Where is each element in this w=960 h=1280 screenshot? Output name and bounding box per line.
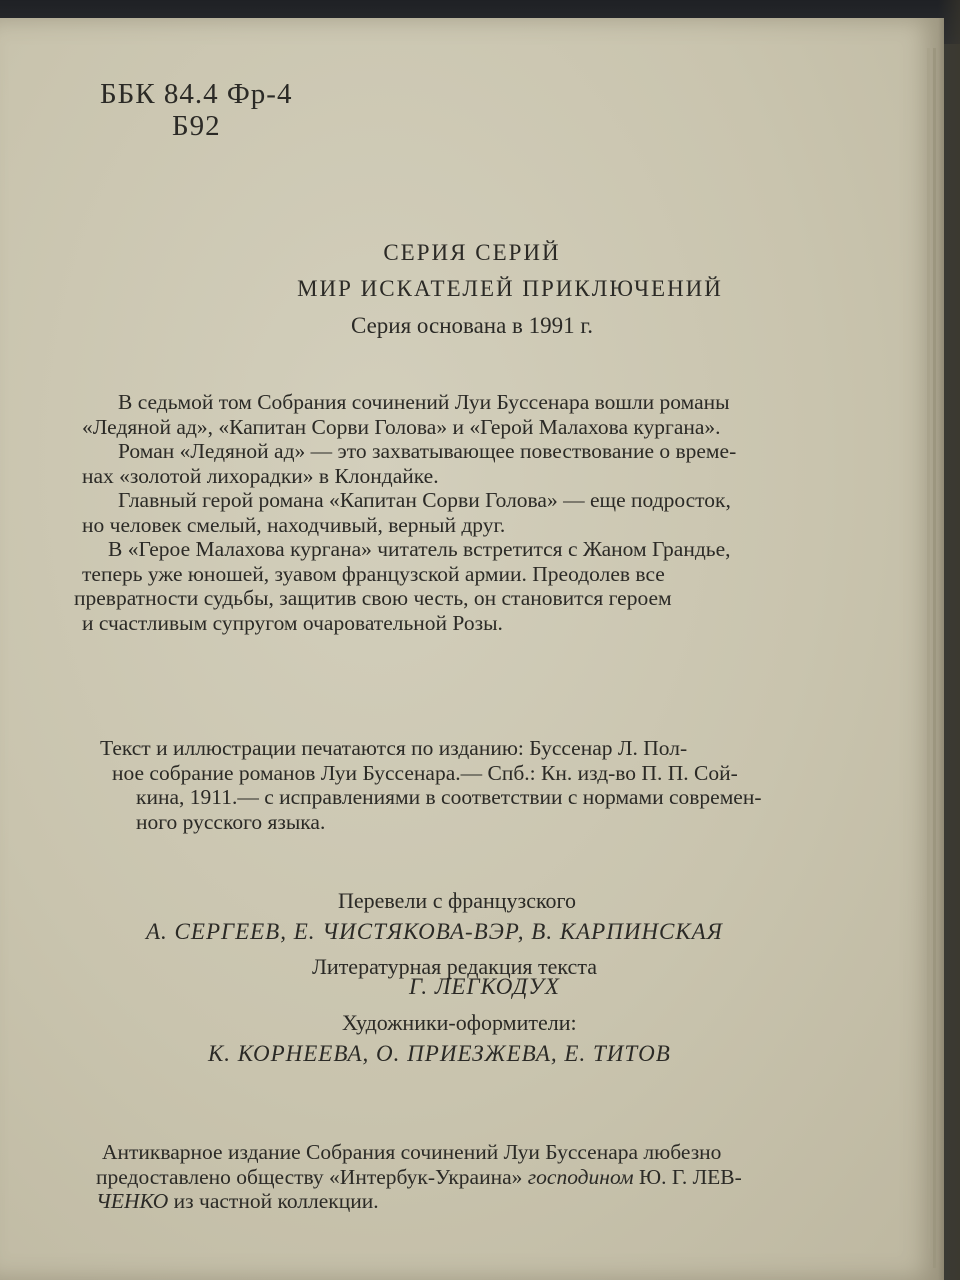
annotation-line: «Ледяной ад», «Капитан Сорви Голова» и «Герой Малахова кургана».: [82, 414, 721, 439]
artists: К. КОРНЕЕВА, О. ПРИЕЗЖЕВА, Е. ТИТОВ: [208, 1041, 671, 1066]
antique-edition-note: [96, 1140, 742, 1214]
source-line: ного русского языка.: [136, 809, 326, 834]
antique-line: [96, 1165, 742, 1190]
annotation-line: В «Герое Малахова кургана» читатель встретится с Жаном Грандье,: [108, 537, 731, 561]
antique-line: [96, 1189, 742, 1214]
series-title: СЕРИЯ СЕРИЙ: [383, 240, 561, 265]
antique-line: Антикварное издание Собрания сочинений Луи Буссенара любезно: [102, 1140, 722, 1164]
source-line: кина, 1911.— с исправлениями в соответствии с нормами современ-: [136, 785, 762, 809]
source-line: Текст и иллюстрации печатаются по изданию: Буссенар Л. Пол-: [100, 736, 688, 760]
antique-text: Ю. Г. ЛЕВ-: [633, 1164, 742, 1189]
annotation-line: теперь уже юношей, зуавом французской армии. Преодолев все: [82, 561, 665, 586]
translated-label: Перевели с французского: [338, 888, 577, 913]
antique-text: из частной коллекции.: [168, 1189, 379, 1213]
series-name: МИР ИСКАТЕЛЕЙ ПРИКЛЮЧЕНИЙ: [297, 276, 723, 301]
series-founded: Серия основана в 1991 г.: [350, 313, 594, 338]
bbk-code: ББК 84.4 Фр-4: [100, 78, 293, 110]
annotation-line: превратности судьбы, защитив свою честь, он становится героем: [74, 586, 672, 610]
artists-label: Художники-оформители:: [342, 1010, 577, 1035]
annotation-line: В седьмой том Собрания сочинений Луи Буссенара вошли романы: [118, 390, 730, 414]
author-mark: Б92: [172, 110, 221, 142]
annotation-line: нах «золотой лихорадки» в Клондайке.: [82, 463, 439, 488]
annotation-line: Роман «Ледяной ад» — это захватывающее повествование о време-: [118, 439, 737, 463]
antique-text-italic: ЧЕНКО: [96, 1189, 169, 1213]
source-line: ное собрание романов Луи Буссенара.— Спб.: Кн. изд-во П. П. Сой-: [112, 760, 738, 785]
editor: Г. ЛЕГКОДУХ: [409, 974, 560, 999]
translators: А. СЕРГЕЕВ, Е. ЧИСТЯКОВА-ВЭР, В. КАРПИНСКАЯ: [146, 919, 723, 944]
annotation-line: и счастливым супругом очаровательной Розы.: [82, 610, 503, 635]
antique-text-italic: господином: [527, 1164, 634, 1189]
annotation-line: Главный герой романа «Капитан Сорви Голова» — еще подросток,: [118, 488, 731, 512]
editing-label: Литературная редакция текста: [312, 954, 597, 979]
antique-text: предоставлено обществу «Интербук-Украина»: [96, 1164, 528, 1189]
annotation-line: но человек смелый, находчивый, верный друг.: [82, 512, 506, 537]
